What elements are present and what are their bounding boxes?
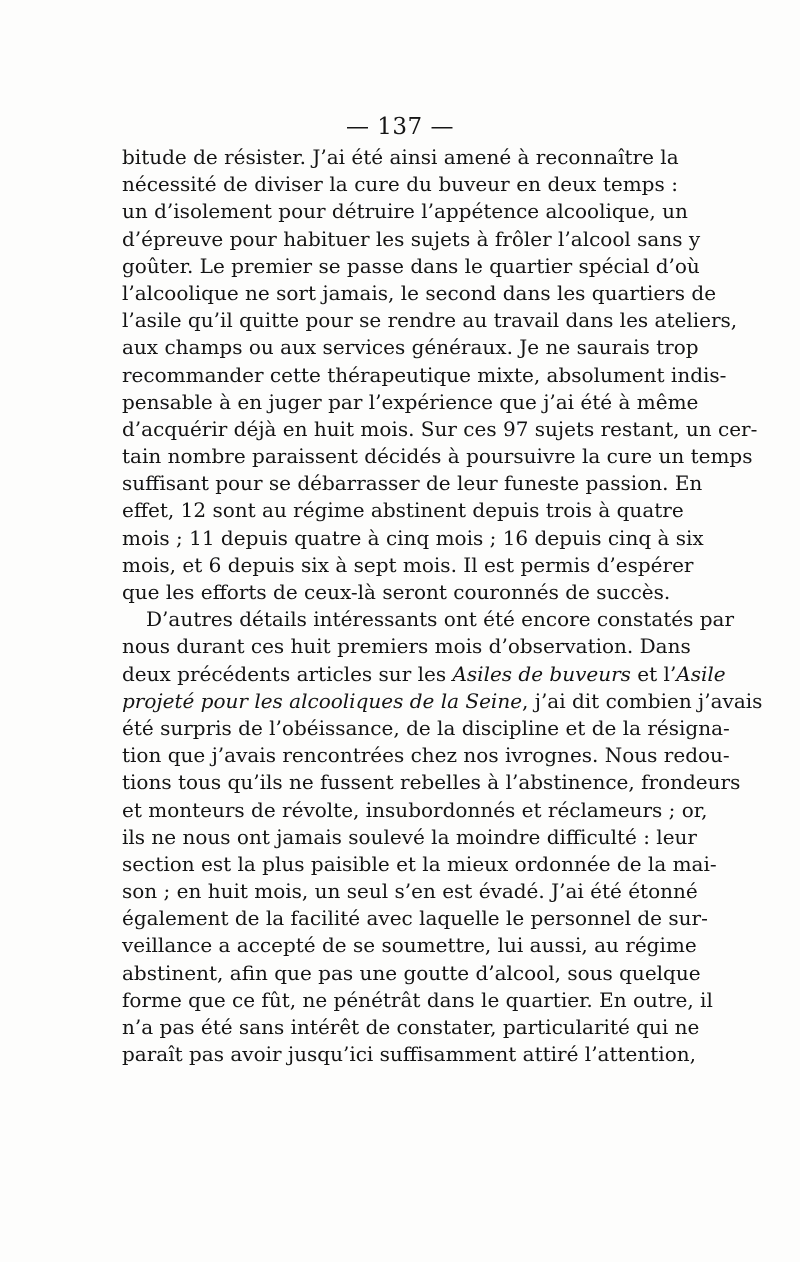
text-line: abstinent, afin que pas une goutte d’alcool, sous quelque (122, 960, 701, 985)
text-line: bitude de résister. J’ai été ainsi amené à reconnaître la (122, 145, 679, 169)
text-line: l’asile qu’il quitte pour se rendre au travail dans les ateliers, (122, 308, 738, 333)
paragraph-2 (122, 606, 763, 1068)
text-line: été surpris de l’obéissance, de la discipline et de la résigna- (122, 715, 730, 740)
text-line: n’a pas été sans intérêt de constater, particularité qui ne (122, 1015, 700, 1039)
italic-title-asiles: Asiles de buveurs (452, 661, 631, 686)
text-run: deux précédents articles sur les (122, 661, 453, 686)
text-line: aux champs ou aux services généraux. Je ne saurais trop (122, 335, 699, 360)
text-line: tain nombre paraissent décidés à poursuivre la cure un temps (122, 444, 753, 469)
text-line: nous durant ces huit premiers mois d’observation. Dans (122, 634, 691, 659)
text-line: d’épreuve pour habituer les sujets à frôler l’alcool sans y (122, 226, 701, 251)
body-text (122, 144, 763, 1068)
text-line: goûter. Le premier se passe dans le quartier spécial d’où (122, 253, 700, 278)
text-line: mois ; 11 depuis quatre à cinq mois ; 16 depuis cinq à six (122, 525, 704, 550)
text-line: d’acquérir déjà en huit mois. Sur ces 97 sujets restant, un cer- (122, 416, 758, 441)
text-line-mixed (122, 661, 726, 688)
text-line: section est la plus paisible et la mieux ordonnée de la mai- (122, 851, 717, 876)
text-line: et monteurs de révolte, insubordonnés et réclameurs ; or, (122, 797, 708, 822)
text-line: veillance a accepté de se soumettre, lui aussi, au régime (122, 933, 697, 958)
italic-title-asile: Asile (676, 661, 726, 686)
text-line: également de la facilité avec laquelle le personnel de sur- (122, 906, 708, 931)
text-line: tion que j’avais rencontrées chez nos ivrognes. Nous redou- (122, 743, 730, 768)
text-line: nécessité de diviser la cure du buveur en deux temps : (122, 172, 678, 197)
text-run: et l’ (630, 661, 677, 686)
text-line: que les efforts de ceux-là seront couronnés de succès. (122, 580, 671, 604)
paragraph-1 (122, 144, 758, 606)
text-line: tions tous qu’ils ne fussent rebelles à l’abstinence, frondeurs (122, 770, 741, 795)
text-line: paraît pas avoir jusqu’ici suffisamment attiré l’attention, (122, 1042, 696, 1067)
text-line-mixed (122, 688, 763, 715)
text-line: forme que ce fût, ne pénétrât dans le quartier. En outre, il (122, 987, 713, 1012)
text-line: mois, et 6 depuis six à sept mois. Il est permis d’espérer (122, 552, 694, 577)
text-line: recommander cette thérapeutique mixte, absolument indis- (122, 362, 727, 387)
text-line: l’alcoolique ne sort jamais, le second dans les quartiers de (122, 280, 717, 305)
text-line: suffisant pour se débarrasser de leur funeste passion. En (122, 471, 703, 496)
text-line: D’autres détails intéressants ont été encore constatés par (146, 607, 735, 632)
page-number: — 137 — (345, 114, 455, 140)
text-line: ils ne nous ont jamais soulevé la moindre difficulté : leur (122, 824, 697, 849)
text-line: son ; en huit mois, un seul s’en est évadé. J’ai été étonné (122, 879, 698, 904)
text-line: effet, 12 sont au régime abstinent depuis trois à quatre (122, 498, 684, 523)
text-line: un d’isolement pour détruire l’appétence alcoolique, un (122, 199, 688, 224)
text-run: , j’ai dit combien j’avais (522, 688, 763, 713)
text-line: pensable à en juger par l’expérience que j’ai été à même (122, 389, 699, 414)
italic-title-projet: projeté pour les alcooliques de la Seine (122, 688, 523, 713)
